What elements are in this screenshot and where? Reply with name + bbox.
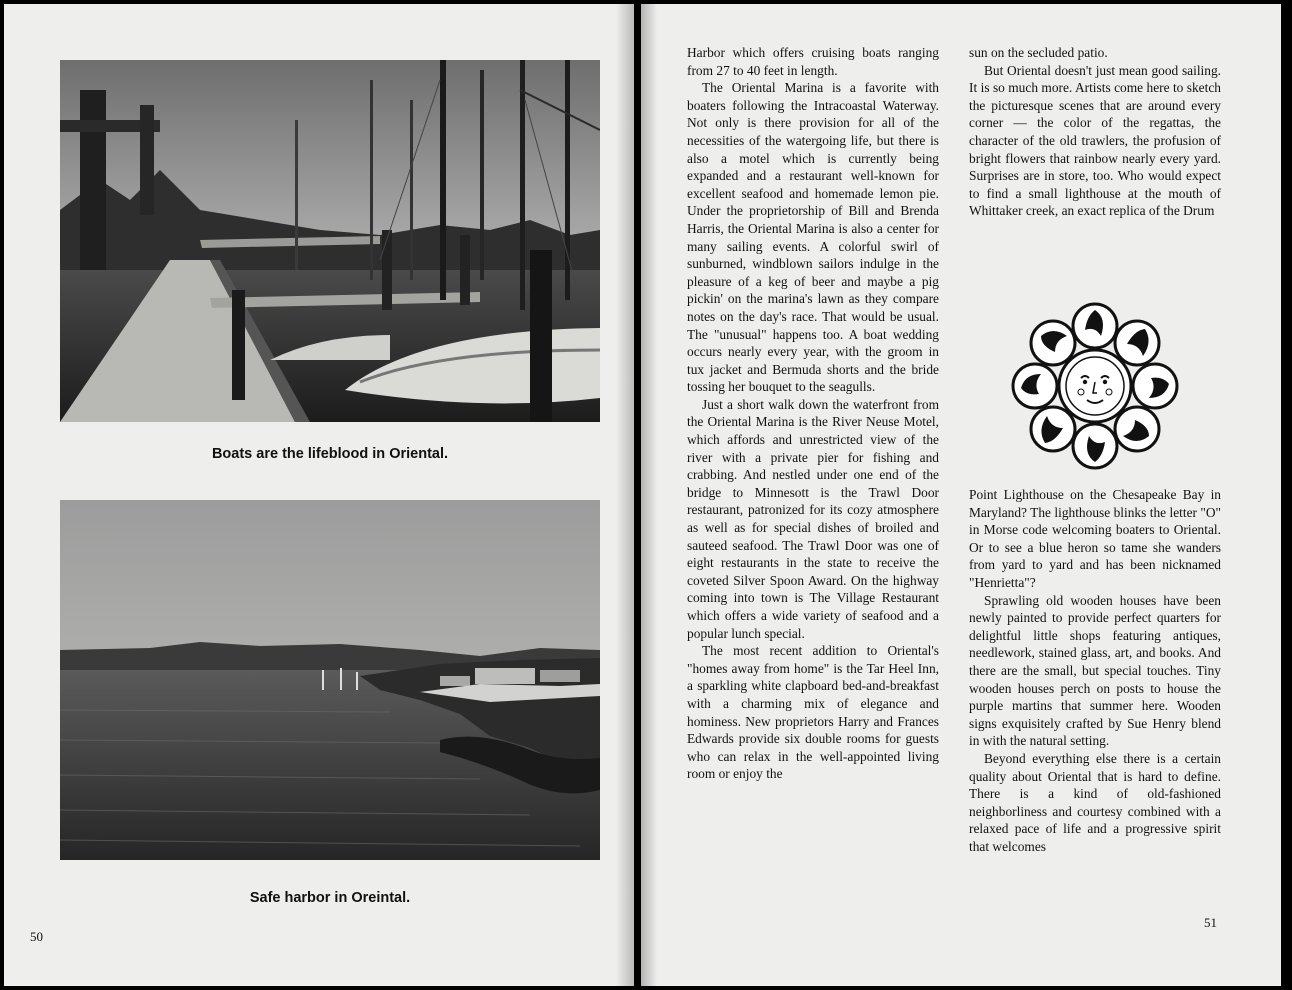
paragraph: The most recent addition to Oriental's "homes away from home" is the Tar Heel Inn, a sparkling white clapboard bed-and-breakfast with a charming mix of elegance and hominess. New proprietors Harry and Frances Edwards provide six double rooms for guests who can relax in the well-appointed living room or enjoy the <box>687 643 939 782</box>
paragraph: sun on the secluded patio. <box>969 45 1108 60</box>
gutter-shadow <box>616 4 634 986</box>
right-page <box>641 4 1281 986</box>
page-number-left: 50 <box>30 929 43 944</box>
photo-caption-2: Safe harbor in Oreintal. <box>249 890 411 906</box>
paragraph: Just a short walk down the waterfront from the Oriental Marina is the River Neuse Motel, which affords and unrestricted view of the river with a private pier for fishing and crabbing. And nestled under one end of the bridge to Minnesott is the Trawl Door restaurant, patronized for its cozy atmosphere as well as for special dishes of broiled and sauteed seafood. The Trawl Door was one of eight restaurants in the state to receive the coveted Silver Spoon Award. On the highway coming into town is The Village Restaurant which offers a wide variety of seafood and a popular lunch special. <box>687 396 939 641</box>
paragraph: Harbor which offers cruising boats ranging from 27 to 40 feet in length. <box>687 45 939 78</box>
marina-docks-photo <box>60 60 600 422</box>
text-column-right-bottom <box>969 486 1221 855</box>
paragraph: But Oriental doesn't just mean good sailing. It is so much more. Artists come here to sketch the picturesque scenes that are around every corner — the color of the regattas, the character of the old trawlers, the profusion of bright flowers that rainbow nearly every yard. Surprises are in store, too. Who would expect to find a small lighthouse at the mouth of Whittaker creek, an exact replica of the Drum <box>969 62 1221 219</box>
paragraph: Beyond everything else there is a certain quality about Oriental that is hard to define. There is a kind of old-fashioned neighborliness and courtesy combined with a relaxed pace of life and a progressive spirit that welcomes <box>969 750 1221 854</box>
page-number-right: 51 <box>1204 915 1217 930</box>
paragraph: Sprawling old wooden houses have been newly painted to provide perfect quarters for delightful little shops featuring antiques, needlework, stained glass, art, and books. And there are the small, but special touches. Tiny wooden houses perch on posts to house the purple martins that summer here. Wooden signs exquisitely crafted by Sue Henry blend in with the natural setting. <box>969 592 1221 749</box>
text-column-left <box>687 44 939 783</box>
paragraph: Point Lighthouse on the Chesapeake Bay in Maryland? The lighthouse blinks the letter "O" in Morse code welcoming boaters to Oriental. Or to see a blue heron so tame she wanders from yard to yard and has been nicknamed "Henrietta"? <box>969 487 1221 590</box>
photo-caption-1: Boats are the lifeblood in Oriental. <box>211 446 449 462</box>
harbor-river-photo <box>60 500 600 860</box>
left-page <box>4 4 634 986</box>
paragraph: The Oriental Marina is a favorite with boaters following the Intracoastal Waterway. Not only is there provision for all of the necessities of the watergoing life, but there is also a motel which is currently being expanded and a restaurant well-known for excellent seafood and homemade lemon pie. Under the proprietorship of Bill and Brenda Harris, the Oriental Marina is also a center for many sailing events. A colorful swirl of sunburned, windblown sailors indulge in the pleasure of a keg of beer and maybe a pig pickin' on the marina's lawn as they compare notes on the day's race. That would be usual. The "unusual" happens too. A boat wedding occurs nearly every year, with the groom in tux jacket and Bermuda shorts and the bride tossing her bouquet to the seagulls. <box>687 80 939 395</box>
sun-face-icon <box>1005 296 1185 476</box>
gutter-shadow <box>641 4 657 986</box>
text-column-right-top <box>969 44 1221 220</box>
